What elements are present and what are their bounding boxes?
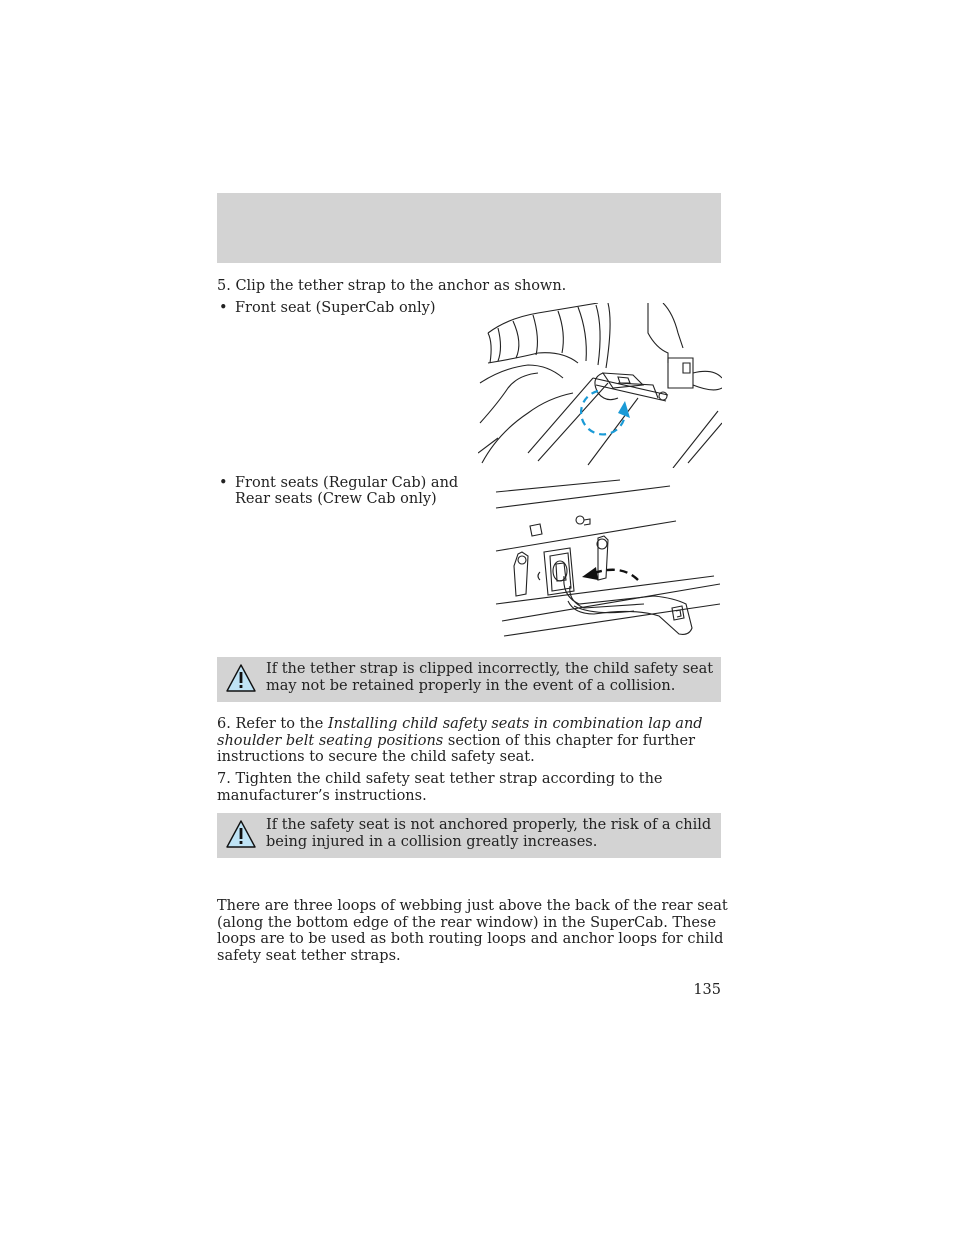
clip-arrow-icon xyxy=(594,570,638,580)
bullet-front-seats-regular xyxy=(219,475,458,492)
warning-triangle-icon xyxy=(225,819,257,849)
closing-paragraph xyxy=(217,898,728,964)
step-6-section-title-1: Installing child safety seats in combination lap and xyxy=(327,716,703,732)
step-6-text xyxy=(217,716,703,766)
warning-text-clip xyxy=(266,661,713,694)
warning-anchor-line1: If the safety seat is not anchored properly, the risk of a child xyxy=(266,817,712,833)
bullet-symbol: • xyxy=(219,300,228,316)
warning-clip-line1: If the tether strap is clipped incorrectly, the child safety seat xyxy=(266,661,714,677)
warning-triangle-icon xyxy=(225,663,257,693)
warning-text-anchor xyxy=(266,817,711,850)
step-6-section-title-2: shoulder belt seating positions xyxy=(217,732,444,749)
step-5-text: 5. Clip the tether strap to the anchor as shown. xyxy=(217,278,567,294)
warning-clip-line2: may not be retained properly in the event of a collision. xyxy=(266,677,676,694)
closing-line4: safety seat tether straps. xyxy=(217,947,401,964)
step-7-line2: manufacturer’s instructions. xyxy=(217,787,427,804)
page-number: 135 xyxy=(693,982,721,998)
closing-line1: There are three loops of webbing just above the back of the rear seat xyxy=(217,898,728,914)
step-6-prefix: 6. Refer to the xyxy=(217,716,328,732)
chapter-header-band xyxy=(217,193,721,263)
step-6-line3: instructions to secure the child safety seat. xyxy=(217,749,535,765)
warning-box-clip xyxy=(217,657,721,702)
warning-box-anchor xyxy=(217,813,721,858)
warning-anchor-line2: being injured in a collision greatly increases. xyxy=(266,833,598,850)
bullet-symbol: • xyxy=(219,475,228,491)
bullet-front-seats-line1: Front seats (Regular Cab) and xyxy=(235,475,459,491)
closing-line2: (along the bottom edge of the rear window) in the SuperCab. These xyxy=(217,914,717,931)
step-6-suffix: section of this chapter for further xyxy=(443,732,696,749)
step-7-text xyxy=(217,771,663,804)
bullet-front-seats-line2: Rear seats (Crew Cab only) xyxy=(235,491,437,507)
rear-seat-anchor-illustration xyxy=(494,476,720,644)
closing-line3: loops are to be used as both routing loops and anchor loops for child xyxy=(217,931,724,947)
front-seat-anchor-illustration xyxy=(478,303,722,468)
bullet-front-seat xyxy=(219,300,436,317)
step-7-line1: 7. Tighten the child safety seat tether strap according to the xyxy=(217,771,663,787)
bullet-front-seat-label: Front seat (SuperCab only) xyxy=(235,300,436,316)
